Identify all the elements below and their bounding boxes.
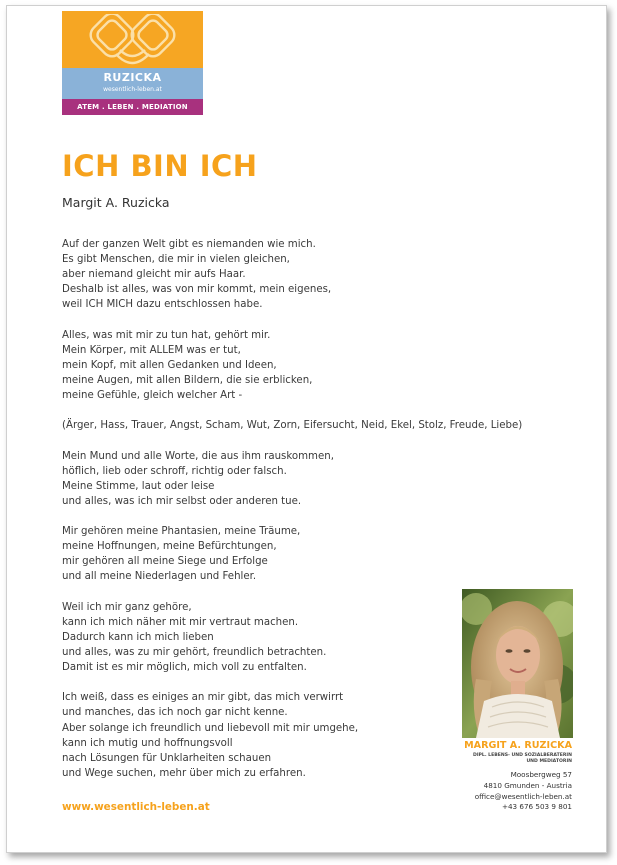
- poem-line: Damit ist es mir möglich, mich voll zu entfalten.: [62, 662, 307, 674]
- footer-website-link[interactable]: www.wesentlich-leben.at: [62, 801, 210, 813]
- poem-line: Auf der ganzen Welt gibt es niemanden wie mich.: [62, 239, 316, 250]
- poem-line: weil ICH MICH dazu entschlossen habe.: [62, 299, 263, 311]
- poem-line: mein Kopf, mit allen Gedanken und Ideen,: [62, 359, 277, 371]
- contact-title: [427, 753, 572, 765]
- poem-line: Es gibt Menschen, die mir in vielen gleichen,: [62, 254, 290, 266]
- poem-line: aber niemand gleicht mir aufs Haar.: [62, 269, 246, 281]
- poem-line: Alles, was mit mir zu tun hat, gehört mir.: [62, 329, 271, 341]
- poem-title: ICH BIN ICH: [62, 149, 258, 183]
- poem-line: und all meine Niederlagen und Fehler.: [62, 571, 257, 583]
- poem-line: Deshalb ist alles, was von mir kommt, mein eigenes,: [62, 284, 332, 296]
- poem-line: und Wege suchen, mehr über mich zu erfahren.: [62, 767, 306, 779]
- contact-info: [427, 770, 572, 813]
- knot-logo-icon: [80, 14, 185, 68]
- logo-url: wesentlich-leben.at: [103, 86, 162, 93]
- contact-name: MARGIT A. RUZICKA: [464, 740, 572, 751]
- poem-line: Weil ich mir ganz gehöre,: [62, 601, 192, 613]
- poem-stanza: [62, 328, 562, 403]
- poem-line: Mir gehören meine Phantasien, meine Träume,: [62, 526, 301, 538]
- contact-city: 4810 Gmunden - Austria: [483, 780, 572, 790]
- poem-line: höflich, lieb oder schroff, richtig oder falsch.: [62, 465, 287, 477]
- poem-line: und alles, was ich mir selbst oder anderen tue.: [62, 495, 302, 507]
- document-page: [6, 5, 607, 853]
- contact-address: Moosbergweg 57: [510, 770, 572, 779]
- poem-stanza: [62, 418, 562, 433]
- poem-line: mir gehören all meine Siege und Erfolge: [62, 556, 268, 568]
- poem-line: Meine Stimme, laut oder leise: [62, 480, 215, 492]
- logo: [62, 11, 203, 115]
- poem-line: meine Hoffnungen, meine Befürchtungen,: [62, 541, 277, 553]
- poem-line: meine Gefühle, gleich welcher Art -: [62, 390, 243, 402]
- contact-title-line-1: DIPL. LEBENS- UND SOZIALBERATERIN: [473, 753, 572, 758]
- poem-stanza: [62, 237, 562, 312]
- poem-line: Dadurch kann ich mich lieben: [62, 631, 214, 643]
- poem-line: und alles, was zu mir gehört, freundlich betrachten.: [62, 647, 327, 658]
- poem-line: kann ich mutig und hoffnungsvoll: [62, 737, 233, 749]
- contact-title-line-2: UND MEDIATORIN: [526, 759, 572, 764]
- contact-phone: +43 676 503 9 801: [501, 802, 572, 812]
- poem-line: kann ich mich näher mit mir vertraut machen.: [62, 616, 299, 628]
- poem-line: und manches, das ich noch gar nicht kenne.: [62, 707, 288, 719]
- portrait-image: [462, 589, 573, 738]
- contact-email: office@wesentlich-leben.at: [474, 791, 572, 801]
- poem-line: nach Lösungen für Unklarheiten schauen: [62, 752, 272, 764]
- poem-line: Aber solange ich freundlich und liebevoll mit mir umgehe,: [62, 722, 359, 734]
- author-photo: [462, 589, 573, 738]
- poem-line: Mein Mund und alle Worte, die aus ihm rauskommen,: [62, 450, 334, 462]
- poem-line: Ich weiß, dass es einiges an mir gibt, das mich verwirrt: [62, 692, 344, 704]
- poem-author: Margit A. Ruzicka: [62, 195, 170, 210]
- poem-line: meine Augen, mit allen Bildern, die sie erblicken,: [62, 374, 313, 386]
- poem-line: Mein Körper, mit ALLEM was er tut,: [62, 344, 241, 356]
- logo-name: RUZICKA: [103, 71, 162, 84]
- logo-tagline: ATEM . LEBEN . MEDIATION: [62, 99, 203, 115]
- poem-line: (Ärger, Hass, Trauer, Angst, Scham, Wut, Zorn, Eifersucht, Neid, Ekel, Stolz, Freude, Liebe): [62, 420, 523, 432]
- poem-stanza: [62, 524, 562, 584]
- poem-stanza: [62, 449, 562, 509]
